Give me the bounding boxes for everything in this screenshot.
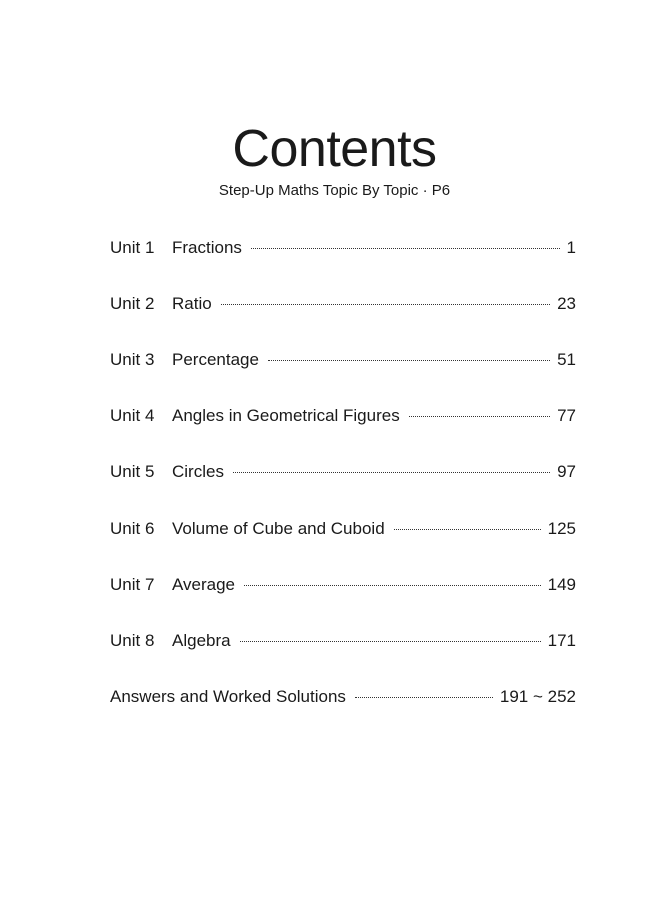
unit-topic: Circles	[172, 462, 224, 481]
toc-entry-unit-3[interactable]	[110, 348, 576, 372]
page-number: 125	[547, 519, 576, 538]
page-number: 97	[557, 462, 576, 481]
unit-topic: Percentage	[172, 350, 259, 369]
page-subtitle: Step-Up Maths Topic By Topic · P6	[218, 182, 451, 199]
dot-leader	[355, 697, 493, 698]
toc-entry-unit-5[interactable]	[110, 460, 576, 484]
page-number: 51	[557, 350, 576, 369]
unit-label: Unit 3	[110, 350, 155, 369]
toc-entry-unit-8[interactable]	[110, 629, 576, 653]
page-number: 171	[547, 631, 576, 650]
unit-label: Unit 6	[110, 519, 155, 538]
page-number: 1	[566, 238, 576, 257]
unit-label: Unit 5	[110, 462, 155, 481]
page-range: 191 ~ 252	[499, 687, 576, 706]
dot-leader	[251, 248, 560, 249]
dot-leader	[394, 529, 541, 530]
unit-label: Unit 7	[110, 575, 155, 594]
dot-leader	[240, 641, 541, 642]
answers-topic: Answers and Worked Solutions	[110, 687, 346, 706]
toc-entry-unit-4[interactable]	[110, 404, 576, 428]
page-number: 23	[557, 294, 576, 313]
page-number: 77	[557, 406, 576, 425]
unit-topic: Volume of Cube and Cuboid	[172, 519, 385, 538]
page-title: Contents	[232, 120, 437, 178]
toc-entry-unit-1[interactable]	[110, 236, 576, 260]
unit-topic: Average	[172, 575, 236, 594]
unit-topic: Ratio	[172, 294, 212, 313]
unit-label: Unit 8	[110, 631, 155, 650]
toc-entry-unit-6[interactable]	[110, 517, 576, 541]
toc-entry-unit-2[interactable]	[110, 292, 576, 316]
dot-leader	[221, 304, 550, 305]
toc-entry-answers[interactable]	[110, 685, 576, 709]
unit-topic: Fractions	[172, 238, 242, 257]
dot-leader	[409, 416, 550, 417]
dot-leader	[244, 585, 541, 586]
unit-topic: Algebra	[172, 631, 231, 650]
unit-label: Unit 1	[110, 238, 155, 257]
dot-leader	[233, 472, 550, 473]
unit-topic: Angles in Geometrical Figures	[172, 406, 400, 425]
unit-label: Unit 2	[110, 294, 155, 313]
page-number: 149	[547, 575, 576, 594]
dot-leader	[268, 360, 550, 361]
unit-label: Unit 4	[110, 406, 155, 425]
toc-entry-unit-7[interactable]	[110, 573, 576, 597]
